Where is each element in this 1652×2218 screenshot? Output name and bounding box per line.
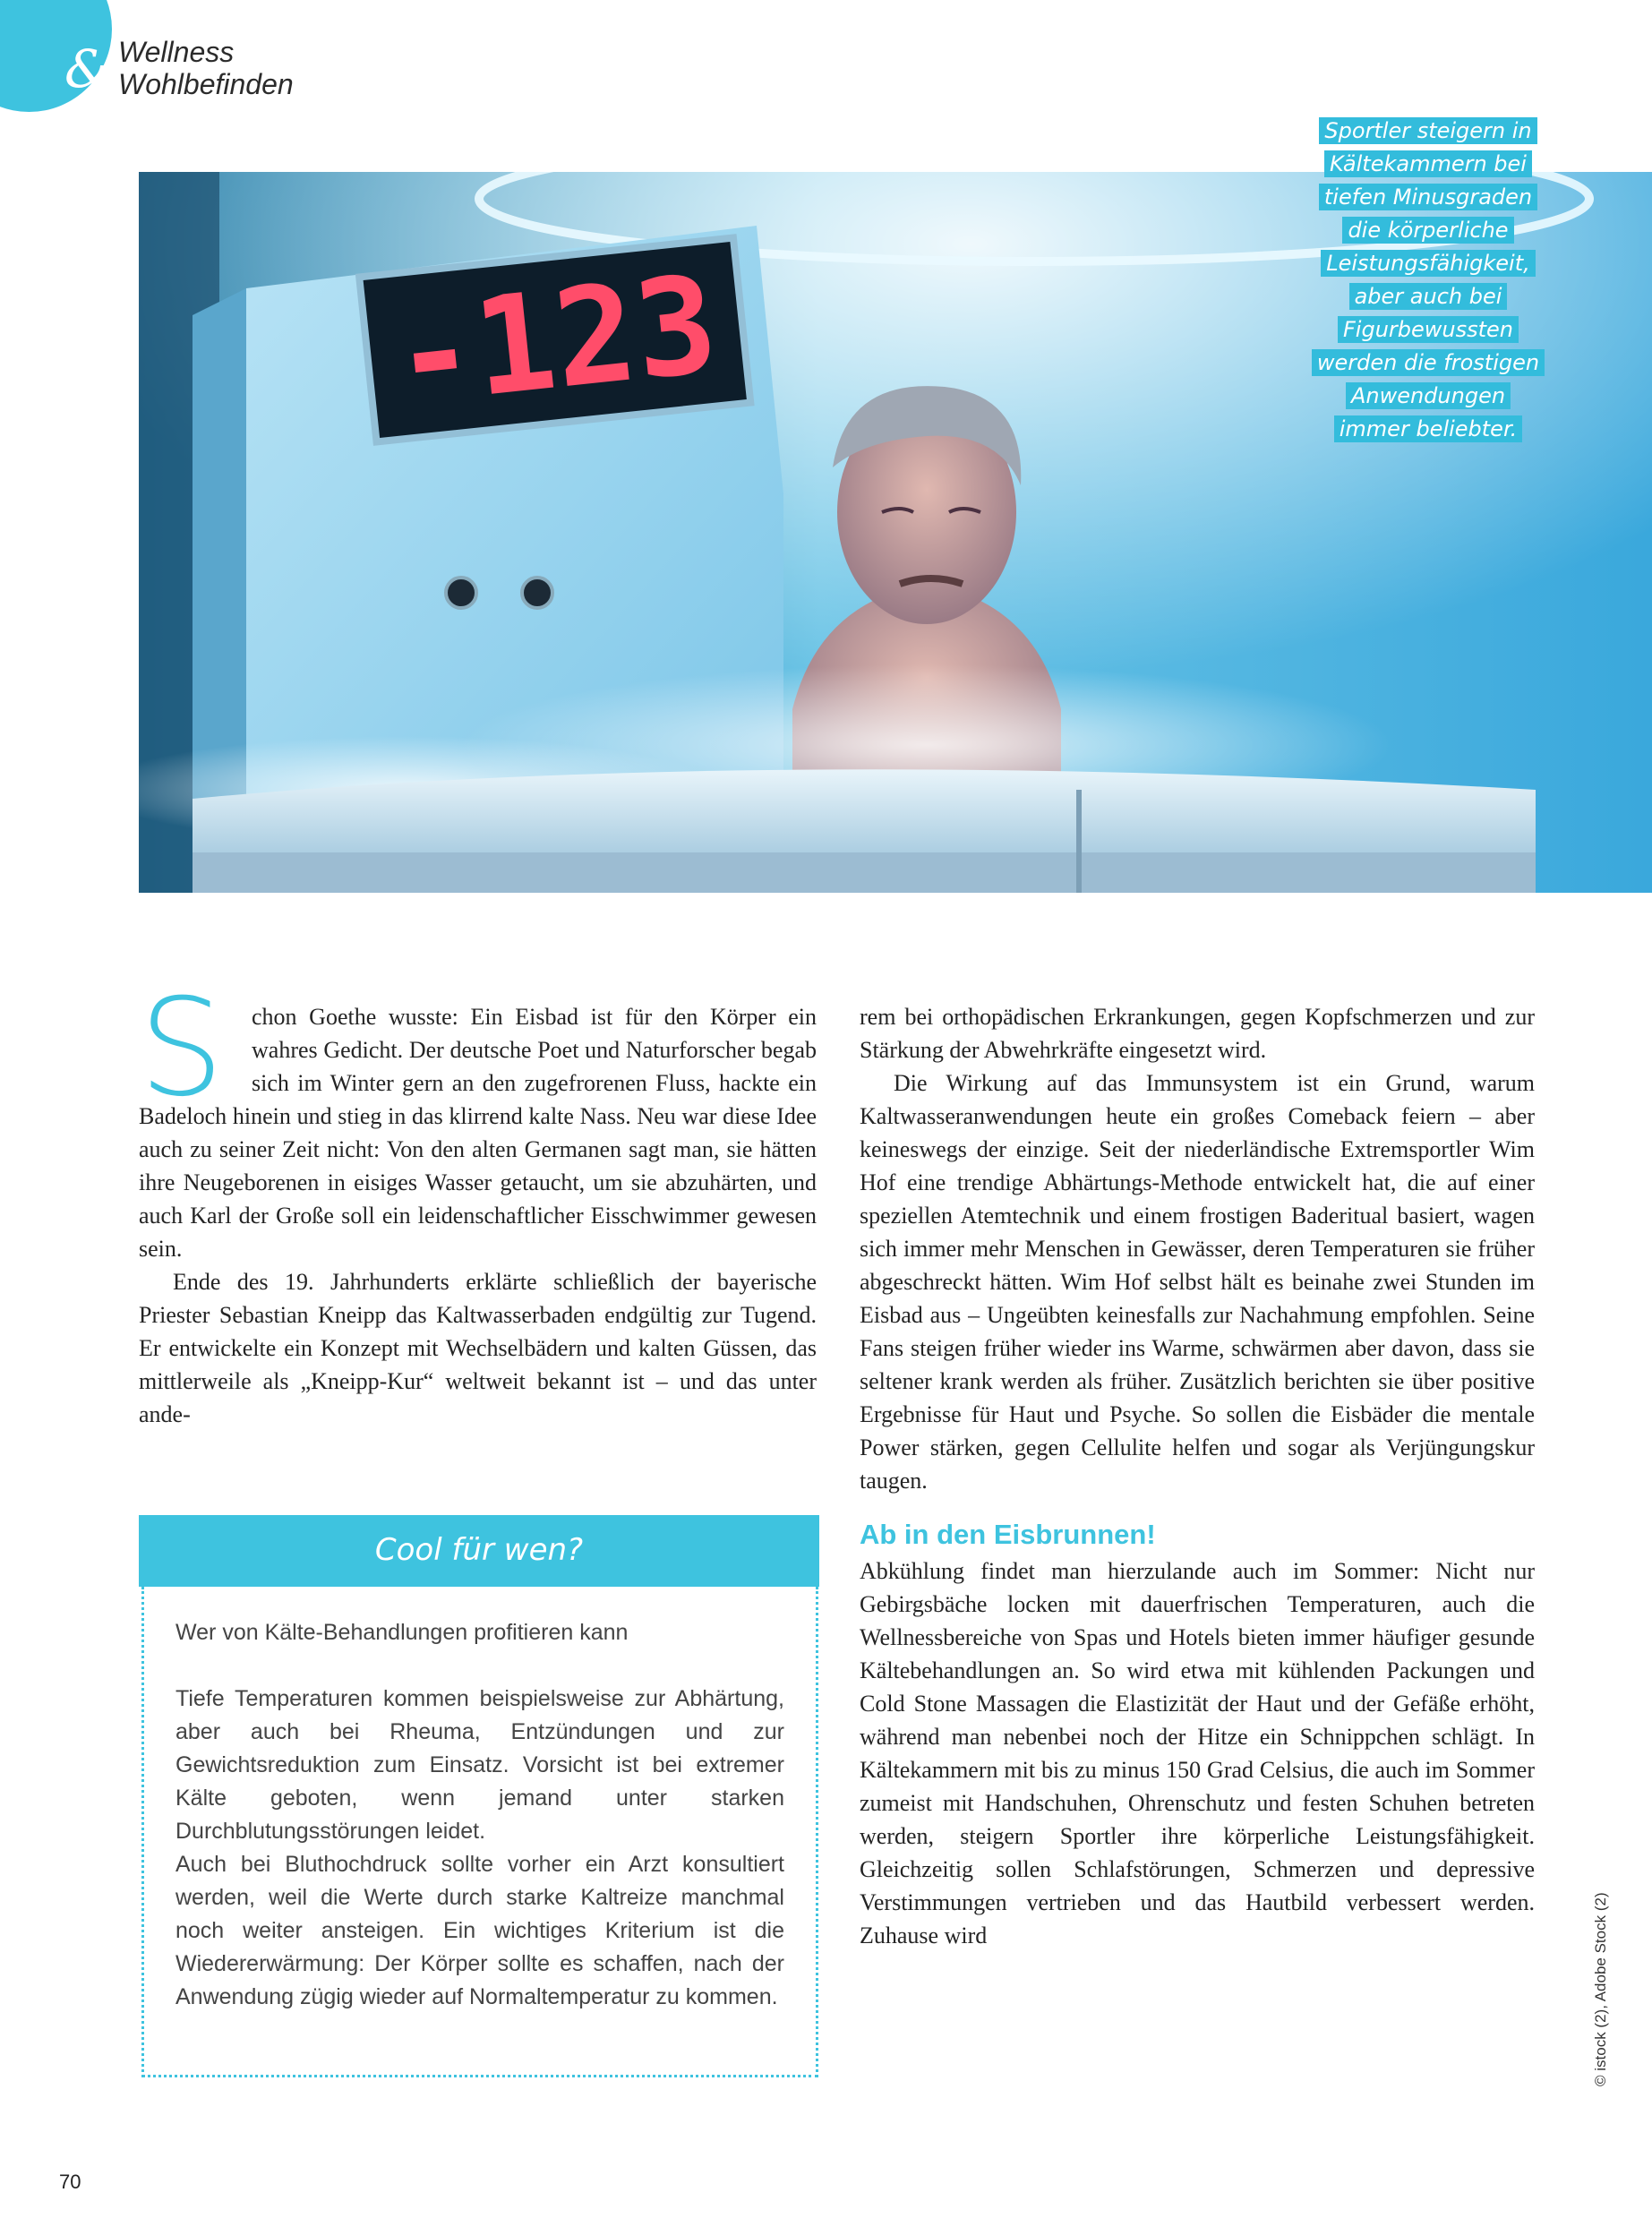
caption-line: tiefen Minusgraden bbox=[1319, 184, 1537, 210]
section-label-line2: Wohlbefinden bbox=[118, 68, 294, 100]
article-subheading: Ab in den Eisbrunnen! bbox=[860, 1519, 1156, 1550]
section-label bbox=[118, 36, 294, 100]
section-logo-ampersand: & bbox=[64, 39, 111, 99]
article-paragraph-2-end: rem bei orthopädischen Erkrankungen, gegen Kopfschmerzen und zur Stärkung der Abwehrkräfte eingesetzt wird. bbox=[860, 1004, 1535, 1063]
section-label-line1: Wellness bbox=[118, 36, 235, 68]
page-number: 70 bbox=[59, 2171, 81, 2193]
display-readout: -123 bbox=[386, 246, 724, 436]
infobox-content bbox=[175, 1616, 784, 2014]
infobox-title: Cool für wen? bbox=[374, 1532, 584, 1568]
caption-line: Figurbewussten bbox=[1338, 316, 1519, 343]
photo-credit: © istock (2), Adobe Stock (2) bbox=[1592, 1892, 1609, 2086]
paragraph-1-text: chon Goethe wusste: Ein Eisbad ist für den Körper ein wahres Gedicht. Der deutsche Poet und Naturforscher begab sich im Winter gern an den zugefrorenen Fluss, hackte ein Badeloch hinein und stieg in das klirrend kalte Nass. Neu war diese Idee auch zu seiner Zeit nicht: Von den alten Germanen sagt man, sie hätten ihre Neugeborenen in eisiges Wasser getaucht, um sie abzuhärten, und auch Karl der Große soll ein leidenschaftlicher Eisschwimmer gewesen sein. bbox=[139, 1004, 817, 1262]
caption-line: die körperliche bbox=[1342, 217, 1513, 244]
article-paragraph-2-start: Ende des 19. Jahrhunderts erklärte schließlich der bayerische Priester Sebastian Kneipp das Kaltwasserbaden endgültig zur Tugend. Er entwickelte ein Konzept mit Wechselbädern und kalten Güssen, das mittlerweile als „Kneipp-Kur“ weltweit bekannt ist – und das unter ande- bbox=[139, 1269, 817, 1427]
caption-line: immer beliebter. bbox=[1334, 415, 1523, 442]
caption-line: Leistungsfähigkeit, bbox=[1321, 250, 1536, 277]
article-paragraph-4: Abkühlung findet man hierzulande auch im Sommer: Nicht nur Gebirgsbäche locken mit dauerfrischen Temperaturen, auch die Wellnessbereiche von Spas und Hotels bieten immer häufiger gesunde Kältebehandlungen an. So wird etwa mit kühlenden Packungen und Cold Stone Massagen die Elastizität der Haut und der Gefäße erhöht, während man nebenbei noch der Hitze ein Schnippchen schlägt. In Kältekammern mit bis zu minus 150 Grad Celsius, die auch im Sommer zumeist mit Handschuhen, Ohrenschutz und festen Schuhen betreten werden, steigern Sportler ihre körperliche Leistungsfähigkeit. Gleichzeitig sollen Schlafstörungen, Schmerzen und depressive Verstimmungen vertrieben und das Hautbild verbessert werden. Zuhause wird bbox=[860, 1558, 1535, 1948]
photo-caption bbox=[1307, 115, 1549, 446]
article-paragraph-1 bbox=[139, 971, 817, 1265]
article-paragraph-3: Die Wirkung auf das Immunsystem ist ein Grund, warum Kaltwasseranwendungen heute ein großes Comeback feiern – aber keineswegs der einzige. Seit der niederländische Extremsportler Wim Hof eine trendige Abhärtungs-Methode entwickelt hat, die auf einer speziellen Atemtechnik und einem frostigen Baderitual basiert, wagen sich immer mehr Menschen in Gewässer, deren Temperaturen sie früher abgeschreckt hätten. Wim Hof selbst hält es beinahe zwei Stunden im Eisbad aus – Ungeübten keinesfalls zur Nachahmung empfohlen. Seine Fans steigen früher wieder ins Warme, schwärmen aber davon, dass sie seltener krank werden als früher. Zusätzlich berichten sie über positive Ergebnisse für Haut und Psyche. So sollen die Eisbäder die mentale Power stärken, gegen Cellulite helfen und sogar als Verjüngungskur taugen. bbox=[860, 1070, 1535, 1494]
infobox-text-1: Tiefe Temperaturen kommen beispielsweise zur Abhärtung, aber auch bei Rheuma, Entzündungen und zur Gewichtsreduktion zum Einsatz. Vorsicht ist bei extremer Kälte geboten, wenn jemand unter starken Durchblutungsstörungen leidet. bbox=[175, 1686, 784, 1844]
article-column-left bbox=[139, 971, 817, 1431]
infobox-subtitle: Wer von Kälte-Behandlungen profitieren kann bbox=[175, 1620, 629, 1645]
caption-line: Kältekammern bei bbox=[1324, 150, 1532, 177]
drop-cap: S bbox=[139, 971, 225, 1126]
caption-line: Sportler steigern in bbox=[1319, 117, 1536, 144]
article-column-right bbox=[860, 1000, 1535, 1952]
caption-line: werden die frostigen bbox=[1312, 349, 1545, 376]
caption-line: Anwendungen bbox=[1346, 382, 1511, 409]
caption-line: aber auch bei bbox=[1349, 283, 1508, 310]
infobox-text-2: Auch bei Bluthochdruck sollte vorher ein Arzt konsultiert werden, weil die Werte durch starke Kaltreize manchmal noch weiter ansteigen. Ein wichtiges Kriterium ist die Wiedererwärmung: Der Körper sollte es schaffen, nach der Anwendung zügig wieder auf Normaltemperatur zu kommen. bbox=[175, 1852, 784, 2009]
